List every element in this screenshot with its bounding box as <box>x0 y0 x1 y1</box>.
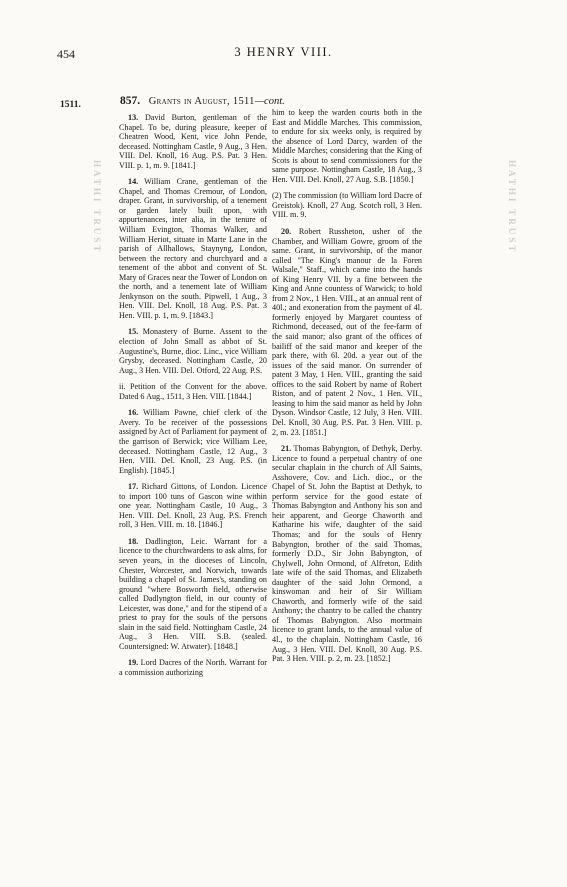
page-number: 454 <box>57 47 75 61</box>
entry-text: ii. Petition of the Convent for the above. Dated 6 Aug., 1511, 3 Hen. VIII. [1844.] <box>119 382 267 401</box>
year-marker: 1511. <box>60 100 81 110</box>
entry-text: Dadlington, Leic. Warrant for a licence to the churchwardens to ask alms, for seven years, in the dioceses of Lincoln, Chester, Worcester, and Norwich, towards building a chapel of St. James's, standing on ground "where Bosworth field, otherwise called Dadlyngton field, in our county of Leicester, was done," and for the stipend of a priest to pray for the souls of the persons slain in the said field. Nottingham Castle, 24 Aug., 3 Hen. VIII. S.B. (sealed. Countersigned: W. Atwater). [1848.] <box>119 536 268 651</box>
watermark-left: HATHI TRUST <box>92 160 102 255</box>
entry-text: Thomas Babyngton, of Dethyk, Derby. Licence to found a perpetual chantry of one secular chaplain in the church of All Saints, Asshovere, Cov. and Lich. dioc., or the Chapel of St. John the Baptist at Dethyk, to perform service for the good estate of Thomas Babyngton and Anthony his son and heir apparent, and George Chaworth and Katharine his wife, daughter of the said Thomas; and for the souls of Henry Babyngton, brother of the said Thomas, formerly D.D., Sir John Babyngton, of Chylwell, John Ormond, of Alfreton, Edith late wife of the said Thomas, and Elizabeth daughter of the said John Ormond, a kinswoman and heir of Sir William Chaworth, and formerly wife of the said Anthony; the chantry to be called the chantry of Thomas Babyngton. Also mortmain licence to grant lands, to the annual value of 4l., to the chaplain. Nottingham Castle, 16 Aug., 3 Hen. VIII. Del. Knoll, 30 Aug. P.S. Pat. 3 Hen. VIII. p. 2, m. 23. [1852.] <box>272 444 422 664</box>
left-entry <box>119 177 267 320</box>
entry-text: William Pawne, chief clerk of the Avery. To be receiver of the possessions assigned by Act of Parliament for payment of the garrison of Berwick; vice William Lee, deceased. Nottingham Castle, 12 Aug., 3 Hen. VIII. Del. Knoll, 23 Aug. P.S. (in English). [1845.] <box>119 408 267 475</box>
entry-number: 15. <box>128 327 139 337</box>
entry-number: 17. <box>128 482 139 492</box>
left-entry <box>119 658 267 677</box>
left-column <box>119 113 267 685</box>
section-continued: —cont. <box>254 96 285 107</box>
entry-text: Richard Gittons, of London. Licence to import 100 tuns of Gascon wine within one year. Nottingham Castle, 10 Aug., 3 Hen. VIII. Del. Knoll, 23 Aug. P.S. French roll, 3 Hen. VIII. m. 18. [1846.] <box>119 482 268 530</box>
right-entry <box>272 108 422 184</box>
entry-text: him to keep the warden courts both in the East and Middle Marches. This commission, to endure for six weeks only, is required by the absence of Lord Darcy, warden of the Middle Marches; considering that the King of Scots is about to send commissioners for the same purpose. Nottingham Castle, 18 Aug., 3 Hen. VIII. Del. Knoll, 27 Aug. S.B. [1850.] <box>272 108 422 184</box>
entry-text: Monastery of Burne. Assent to the election of John Small as abbot of St. Augustine's, Burne, dioc. Linc., vice William Grysby, deceased. Nottingham Castle, 20 Aug., 3 Hen. VIII. Del. Otford, 22 Aug. P.S. <box>119 327 267 375</box>
entry-number: 18. <box>128 536 139 546</box>
entry-number: 20. <box>281 227 292 237</box>
left-entry <box>119 327 267 375</box>
entry-number: 21. <box>281 444 292 454</box>
entry-text: (2) The commission (to William lord Dacre of Greistok). Knoll, 27 Aug. Scotch roll, 3 Hen. VIII. m. 9. <box>272 191 422 220</box>
watermark-right: HATHI TRUST <box>507 160 517 255</box>
left-entry <box>119 537 267 652</box>
entry-number: 16. <box>128 408 139 418</box>
entry-number: 14. <box>128 177 139 187</box>
running-head: 3 HENRY VIII. <box>234 45 333 59</box>
entry-number: 19. <box>128 658 139 668</box>
section-title: Grants in August, 1511 <box>148 96 255 107</box>
entry-text: David Burton, gentleman of the Chapel. To be, during pleasure, keeper of Cheatren Wood, Kent, vice John Pende, deceased. Nottingham Castle, 9 Aug., 3 Hen. VIII. Del. Knoll, 16 Aug. P.S. Pat. 3 Hen. VIII. p. 1, m. 9. [1841.] <box>119 113 268 170</box>
entry-text: Lord Dacres of the North. Warrant for a commission authorizing <box>119 658 268 677</box>
left-entry <box>119 482 267 530</box>
left-entry <box>119 408 267 475</box>
section-heading <box>120 95 440 107</box>
right-entry <box>272 191 422 220</box>
section-number: 857. <box>120 95 141 107</box>
entry-text: William Crane, gentleman of the Chapel, and Thomas Cremour, of London, draper. Grant, in survivorship, of a tenement or garden lately built upon, with appurtenances, inter alia, in the tenure of William Evington, Thomas Walker, and William Heriot, situate in Marte Lane in the parish of Allhallows, Staynyng, London, between the rectory and churchyard and a tenement of the abbot and convent of St. Mary of Graces near the Tower of London on the north, and a tenement late of William Jenkynson on the south. Pipwell, 1 Aug., 3 Hen. VIII. Del. Knoll, 18 Aug. P.S. Pat. 3 Hen. VIII. p. 1, m. 9. [1843.] <box>119 177 267 320</box>
right-column <box>272 108 422 671</box>
entry-number: 13. <box>128 113 139 122</box>
left-entry <box>119 382 267 401</box>
left-entry <box>119 113 267 170</box>
right-entry <box>272 444 422 664</box>
right-entry <box>272 227 422 437</box>
entry-text: Robert Russheton, usher of the Chamber, and William Gowre, groom of the same. Grant, in survivorship, of the manor called "The King's manour de la Foren Walsale," Staff., which came into the hands of King Henry VII. by a fine between the King and Anne countess of Warwick; to hold from 2 Nov., 1 Hen. VIII., at an annual rent of 40l.; and exoneration from the payment of 4l. formerly enjoyed by Margaret countess of Richmond, deceased, out of the fee-farm of the said manor; also grant of the offices of bailiff of the said manor and keeper of the park there, with 6l. 20d. a year out of the issues of the said manor. On surrender of patent 3 May, 1 Hen. VIII., granting the said offices to the said Robert by name of Robert Riston, and of patent 2 Nov., 1 Hen. VII., leasing to him the said manor as held by John Dyson. Windsor Castle, 12 July, 3 Hen. VIII. Del. Knoll, 30 Aug. P.S. Pat. 3 Hen. VIII. p. 2, m. 23. [1851.] <box>272 227 423 437</box>
